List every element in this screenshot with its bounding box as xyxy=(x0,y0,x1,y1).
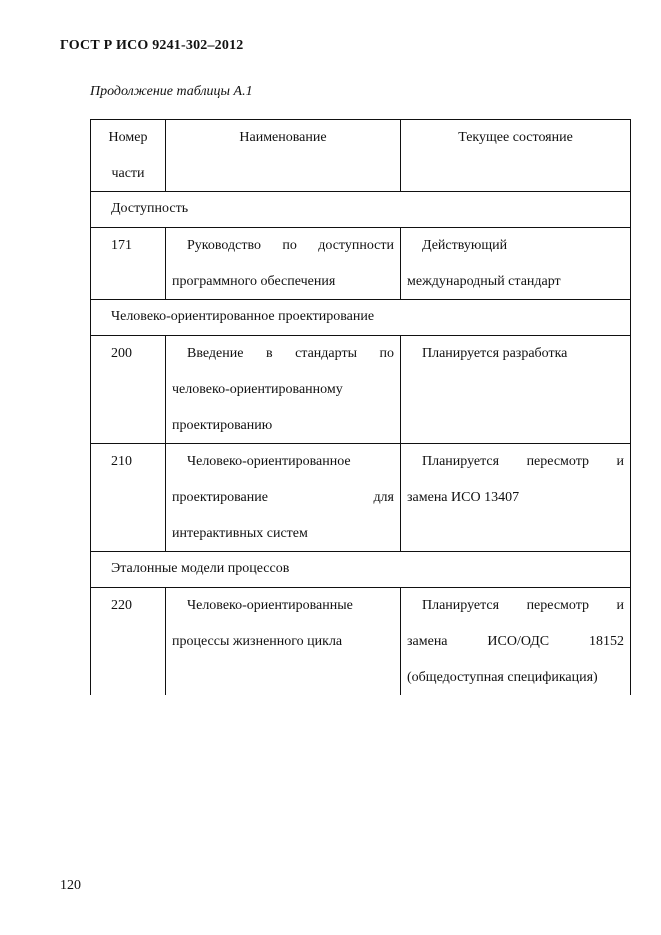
document-header: ГОСТ Р ИСО 9241-302–2012 xyxy=(60,38,244,53)
part-name-line xyxy=(172,588,394,624)
part-name-word: процессы жизненного цикла xyxy=(172,634,343,649)
part-status-line xyxy=(407,444,624,480)
part-name-word: проектированию xyxy=(172,418,273,433)
part-status-word: Действующий xyxy=(422,238,508,253)
part-name-line xyxy=(172,264,394,300)
part-name-line xyxy=(172,444,394,480)
part-name-word: Человеко-ориентированное xyxy=(187,454,351,469)
part-name-word: проектирование xyxy=(172,490,268,505)
table-section-row xyxy=(90,551,631,587)
part-status-line xyxy=(407,588,624,624)
part-name-line xyxy=(172,480,394,516)
part-status-line xyxy=(407,336,624,372)
table-row xyxy=(90,335,631,443)
part-status-line xyxy=(407,228,624,264)
part-name-word: Введение xyxy=(187,346,244,361)
part-name-line xyxy=(172,624,394,660)
part-status-word: пересмотр xyxy=(526,454,590,469)
part-status-word: международный стандарт xyxy=(407,274,561,289)
part-name xyxy=(166,336,401,443)
part-name-word: для xyxy=(373,490,394,505)
part-status-word: 18152 xyxy=(589,634,624,649)
table-body xyxy=(90,191,631,695)
part-name xyxy=(166,588,401,695)
part-status xyxy=(401,336,630,443)
part-status-word: ИСО/ОДС xyxy=(487,634,550,649)
part-status-line xyxy=(407,624,624,660)
part-name-word: Человеко-ориентированные xyxy=(187,598,353,613)
column-header-number xyxy=(91,120,166,191)
part-name-word: человеко-ориентированному xyxy=(172,382,343,397)
table-caption: Продолжение таблицы А.1 xyxy=(90,84,253,99)
part-name-line xyxy=(172,516,394,552)
part-name-word: стандарты xyxy=(295,346,357,361)
part-status-word: и xyxy=(616,598,624,613)
part-status-line xyxy=(407,660,624,696)
table-row xyxy=(90,227,631,299)
parts-table xyxy=(90,119,631,695)
part-status-word: Планируется разработка xyxy=(422,346,568,361)
part-status-line xyxy=(407,480,624,516)
section-title: Человеко-ориентированное проектирование xyxy=(111,309,375,324)
part-status-word: Планируется xyxy=(422,598,500,613)
part-status-line xyxy=(407,264,624,300)
part-name-word: доступности xyxy=(318,238,394,253)
part-name-word: по xyxy=(282,238,297,253)
part-number: 220 xyxy=(91,588,166,695)
column-header-number-line2: части xyxy=(111,166,145,181)
table-section-row xyxy=(90,191,631,227)
part-name-word: программного обеспечения xyxy=(172,274,336,289)
part-name-line xyxy=(172,228,394,264)
part-name-line xyxy=(172,372,394,408)
part-name-line xyxy=(172,336,394,372)
page-number: 120 xyxy=(60,878,81,893)
part-name-word: Руководство xyxy=(187,238,261,253)
part-status xyxy=(401,588,630,695)
column-header-name: Наименование xyxy=(166,120,401,191)
part-status xyxy=(401,444,630,551)
part-number: 200 xyxy=(91,336,166,443)
table-row xyxy=(90,587,631,695)
part-name-word: по xyxy=(379,346,394,361)
part-status-word: и xyxy=(616,454,624,469)
part-name xyxy=(166,228,401,299)
part-status-word: (общедоступная спецификация) xyxy=(407,670,598,685)
part-number: 171 xyxy=(91,228,166,299)
table-row xyxy=(90,443,631,551)
part-status-word: Планируется xyxy=(422,454,500,469)
part-status xyxy=(401,228,630,299)
section-title: Эталонные модели процессов xyxy=(111,561,290,576)
part-number: 210 xyxy=(91,444,166,551)
column-header-status: Текущее состояние xyxy=(458,130,573,145)
part-name xyxy=(166,444,401,551)
table-header-row xyxy=(90,119,631,191)
column-header-number-line1: Номер xyxy=(108,130,148,145)
part-name-word: интерактивных систем xyxy=(172,526,308,541)
section-title: Доступность xyxy=(111,201,189,216)
part-name-word: в xyxy=(265,346,273,361)
part-status-word: замена xyxy=(407,634,448,649)
part-status-word: замена ИСО 13407 xyxy=(407,490,520,505)
part-name-line xyxy=(172,408,394,444)
part-status-word: пересмотр xyxy=(526,598,590,613)
table-section-row xyxy=(90,299,631,335)
